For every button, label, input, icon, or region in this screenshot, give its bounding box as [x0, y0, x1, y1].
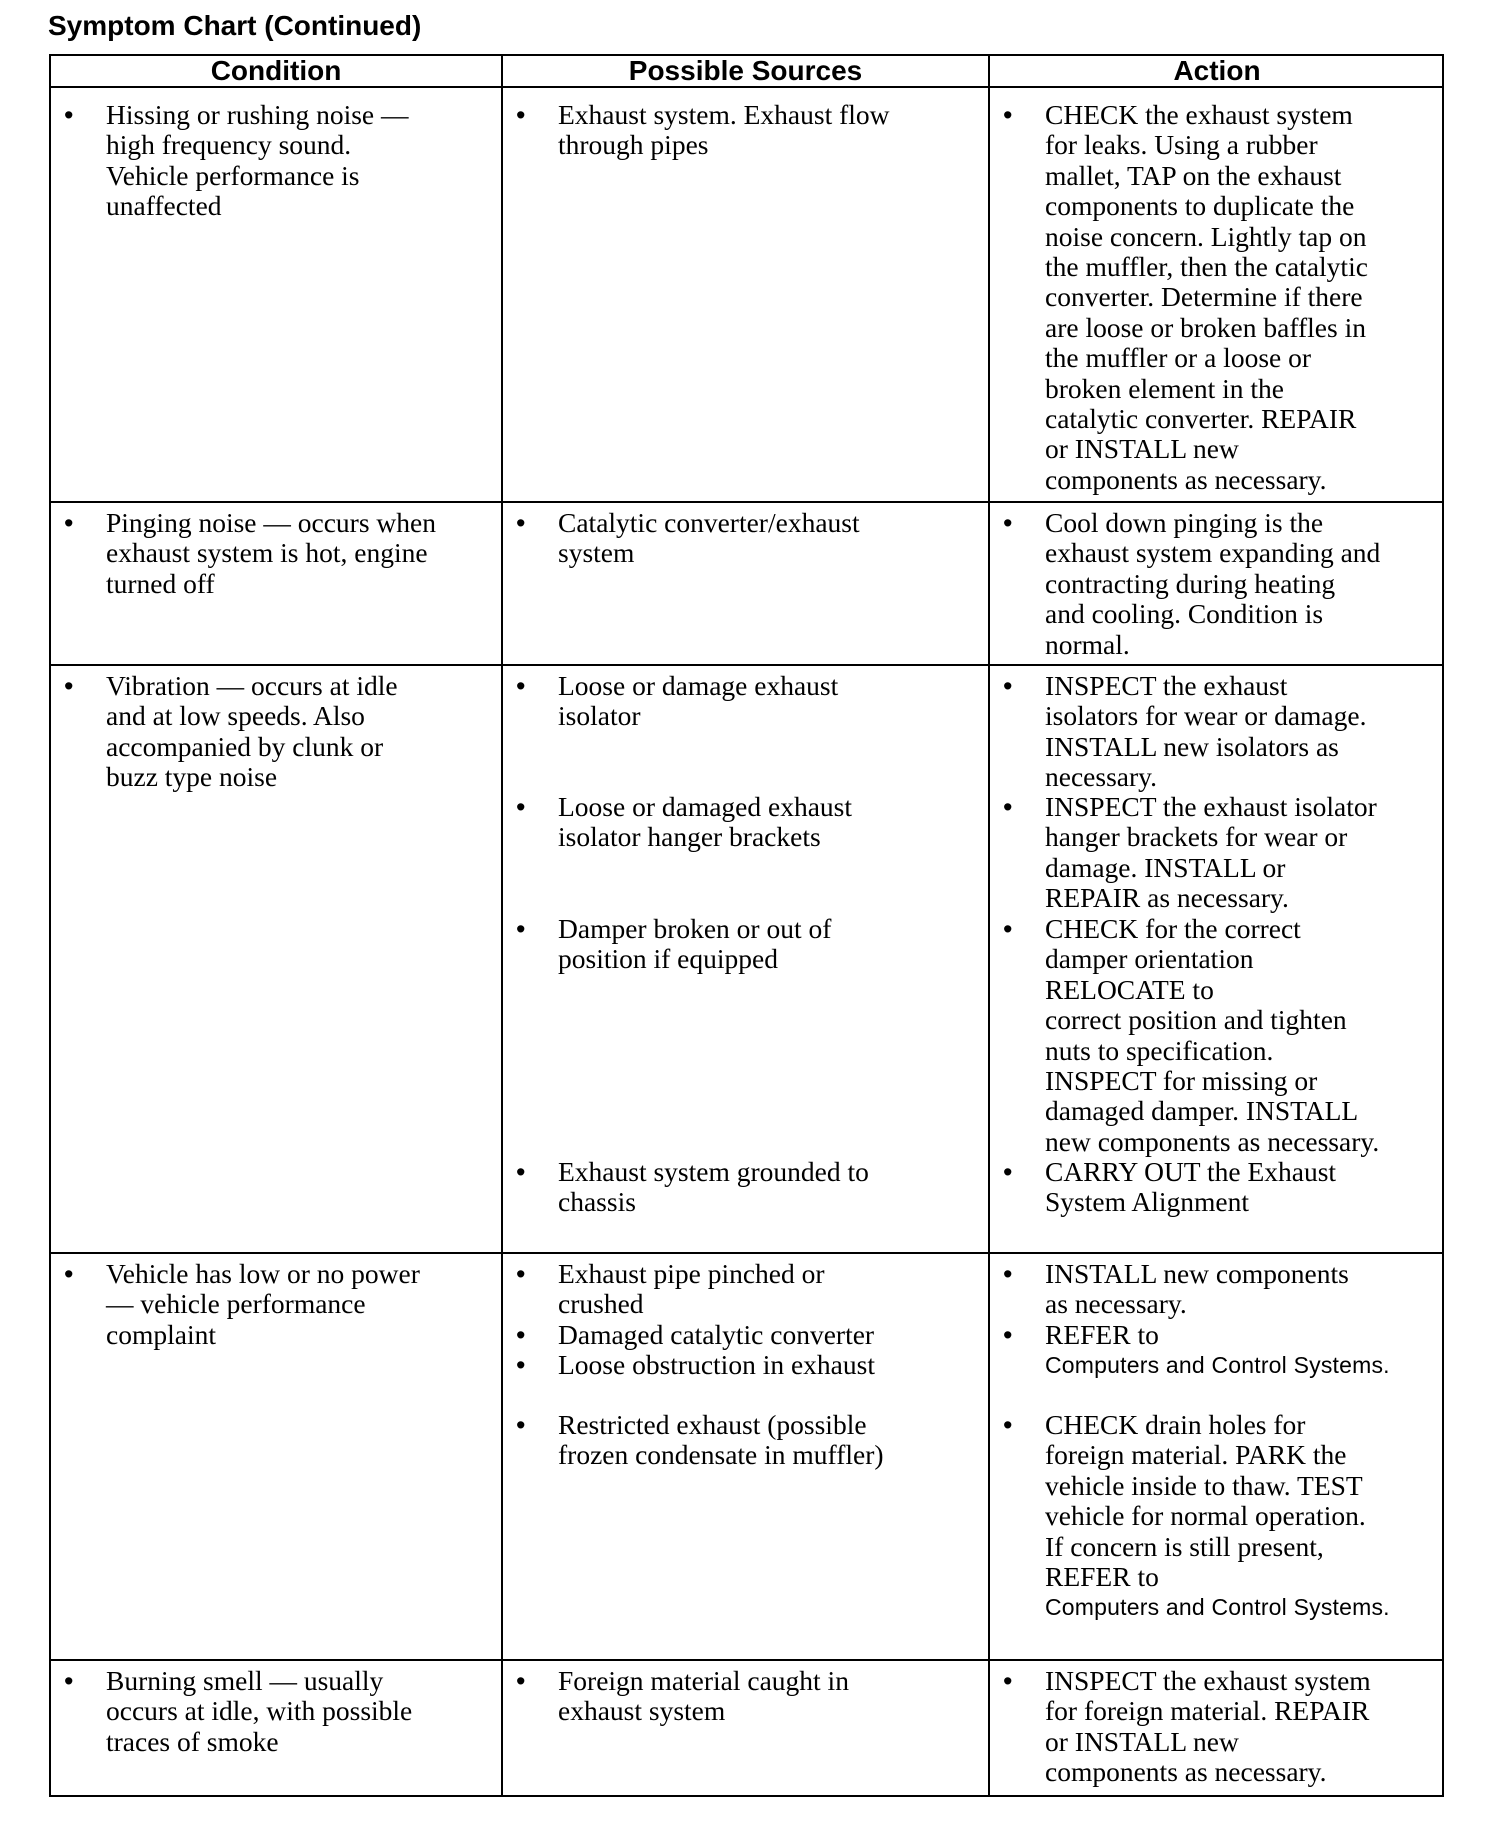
- list-item: • Restricted exhaust (possible frozen condensate in muffler): [516, 1409, 884, 1471]
- list-item: • CHECK drain holes for foreign material. PARK the vehicle inside to thaw. TEST vehicle for normal operation. If concern is still present, REFER to: [1003, 1409, 1366, 1593]
- list-item: • Catalytic converter/exhaust system: [516, 507, 860, 569]
- list-item: • CHECK the exhaust system for leaks. Using a rubber mallet, TAP on the exhaust components to duplicate the noise concern. Lightly tap on the muffler, then the catalytic converter. Determine if there are loose or broken baffles in the muffler or a loose or broken element in the catalytic converter. REPAIR or INSTALL new components as necessary.: [1003, 99, 1368, 495]
- bullet-icon: •: [1003, 1410, 1013, 1440]
- page-title: Symptom Chart (Continued): [48, 10, 422, 41]
- bullet-icon: •: [64, 1666, 74, 1696]
- header-condition: Condition: [210, 55, 342, 86]
- bullet-icon: •: [516, 1157, 526, 1187]
- bullet-icon: •: [64, 508, 74, 538]
- header-possible-sources: Possible Sources: [628, 55, 863, 86]
- bullet-icon: •: [64, 671, 74, 701]
- list-item: • INSPECT the exhaust isolator hanger brackets for wear or damage. INSTALL or REPAIR as necessary.: [1003, 791, 1377, 914]
- bullet-icon: •: [1003, 671, 1013, 701]
- list-item: • Hissing or rushing noise — high frequency sound. Vehicle performance is unaffected: [64, 99, 409, 222]
- bullet-icon: •: [516, 1350, 526, 1380]
- list-item: • Pinging noise — occurs when exhaust system is hot, engine turned off: [64, 507, 436, 599]
- list-item: • Burning smell — usually occurs at idle, with possible traces of smoke: [64, 1665, 413, 1757]
- list-item: • CARRY OUT the Exhaust System Alignment: [1003, 1156, 1337, 1218]
- list-item: • Damaged catalytic converter: [516, 1319, 875, 1350]
- bullet-icon: •: [1003, 792, 1013, 822]
- list-item: • Loose or damaged exhaust isolator hanger brackets: [516, 791, 853, 853]
- cross-reference: Computers and Control Systems.: [1045, 1352, 1390, 1378]
- list-item: • INSTALL new components as necessary.: [1003, 1258, 1349, 1320]
- bullet-icon: •: [516, 671, 526, 701]
- row-divider: [51, 501, 1442, 503]
- list-item: • INSPECT the exhaust isolators for wear or damage. INSTALL new isolators as necessary.: [1003, 670, 1367, 793]
- list-item: • Loose or damage exhaust isolator: [516, 670, 839, 732]
- row-divider: [51, 1659, 1442, 1661]
- bullet-icon: •: [516, 1320, 526, 1350]
- bullet-icon: •: [1003, 508, 1013, 538]
- bullet-icon: •: [64, 100, 74, 130]
- list-item: • Loose obstruction in exhaust: [516, 1349, 875, 1380]
- list-item: • CHECK for the correct damper orientation RELOCATE to correct position and tighten nuts to specification. INSPECT for missing or damaged damper. INSTALL new components as necessary.: [1003, 913, 1380, 1157]
- bullet-icon: •: [516, 1410, 526, 1440]
- list-item: • REFER to: [1003, 1319, 1159, 1350]
- list-item: • Vehicle has low or no power — vehicle performance complaint: [64, 1258, 420, 1350]
- list-item: • Foreign material caught in exhaust system: [516, 1665, 849, 1727]
- list-item: • Vibration — occurs at idle and at low speeds. Also accompanied by clunk or buzz type noise: [64, 670, 398, 793]
- cross-reference: Computers and Control Systems.: [1045, 1594, 1390, 1620]
- bullet-icon: •: [1003, 1259, 1013, 1289]
- list-item: • Cool down pinging is the exhaust system expanding and contracting during heating and cooling. Condition is normal.: [1003, 507, 1381, 660]
- bullet-icon: •: [1003, 914, 1013, 944]
- row-divider: [51, 1252, 1442, 1254]
- list-item: • Damper broken or out of position if equipped: [516, 913, 832, 975]
- bullet-icon: •: [1003, 1157, 1013, 1187]
- bullet-icon: •: [1003, 1320, 1013, 1350]
- bullet-icon: •: [64, 1259, 74, 1289]
- list-item: • INSPECT the exhaust system for foreign material. REPAIR or INSTALL new components as necessary.: [1003, 1665, 1371, 1788]
- bullet-icon: •: [516, 100, 526, 130]
- row-divider: [51, 664, 1442, 666]
- bullet-icon: •: [516, 508, 526, 538]
- symptom-chart-table: [49, 54, 1444, 1797]
- bullet-icon: •: [516, 1666, 526, 1696]
- bullet-icon: •: [516, 1259, 526, 1289]
- header-action: Action: [1173, 55, 1261, 86]
- bullet-icon: •: [516, 914, 526, 944]
- list-item: • Exhaust system. Exhaust flow through pipes: [516, 99, 890, 161]
- list-item: • Exhaust pipe pinched or crushed: [516, 1258, 825, 1320]
- bullet-icon: •: [516, 792, 526, 822]
- bullet-icon: •: [1003, 1666, 1013, 1696]
- bullet-icon: •: [1003, 100, 1013, 130]
- list-item: • Exhaust system grounded to chassis: [516, 1156, 869, 1218]
